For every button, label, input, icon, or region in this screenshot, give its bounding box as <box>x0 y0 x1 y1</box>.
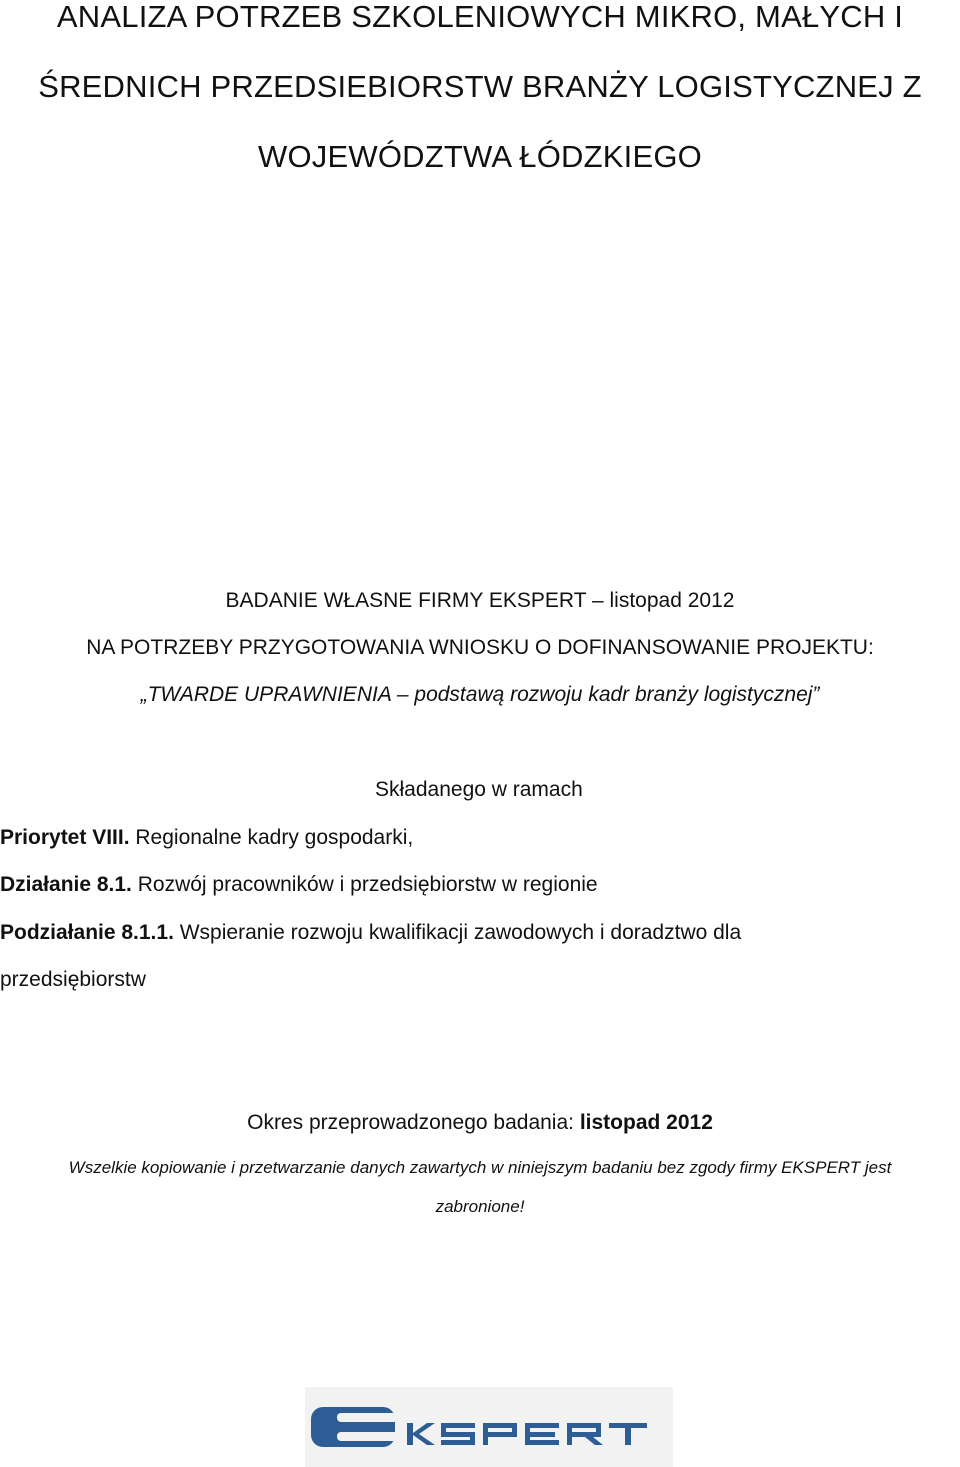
subaction-label: Podziałanie 8.1.1. <box>0 921 174 944</box>
copyright-notice-line-1: Wszelkie kopiowanie i przetwarzanie danych zawartych w niniejszym badaniu bez zgody firmy EKSPERT jest <box>68 1158 892 1177</box>
title-line-2: ŚREDNICH PRZEDSIEBIORSTW BRANŻY LOGISTYCZNEJ Z <box>38 69 922 104</box>
copyright-notice-line-2: zabronione! <box>435 1197 525 1216</box>
action-label: Działanie 8.1. <box>0 873 132 896</box>
study-period <box>0 1099 960 1146</box>
ekspert-logo-graphic <box>305 1387 673 1467</box>
title-line-1: ANALIZA POTRZEB SZKOLENIOWYCH MIKRO, MAŁYCH I <box>56 0 904 34</box>
title-line-3: WOJEWÓDZTWA ŁÓDZKIEGO <box>258 139 702 174</box>
study-purpose-line: NA POTRZEBY PRZYGOTOWANIA WNIOSKU O DOFINANSOWANIE PROJEKTU: <box>86 636 874 659</box>
submitted-within-label: Składanego w ramach <box>375 778 583 801</box>
subaction-line-continued: przedsiębiorstw <box>0 968 146 991</box>
study-source-line: BADANIE WŁASNE FIRMY EKSPERT – listopad 2012 <box>225 589 735 612</box>
study-period-label: Okres przeprowadzonego badania: <box>247 1111 580 1134</box>
document-title <box>0 0 960 192</box>
priority-label: Priorytet VIII. <box>0 826 130 849</box>
priority-text: Regionalne kadry gospodarki, <box>129 826 414 849</box>
ekspert-logo <box>305 1387 673 1467</box>
project-title: „TWARDE UPRAWNIENIA – podstawą rozwoju kadr branży logistycznej” <box>140 683 820 706</box>
action-text: Rozwój pracowników i przedsiębiorstw w regionie <box>131 873 598 896</box>
study-period-value: listopad 2012 <box>579 1111 713 1134</box>
action-line <box>0 861 598 908</box>
subaction-line <box>0 909 741 956</box>
priority-line <box>0 814 413 861</box>
subaction-text: Wspieranie rozwoju kwalifikacji zawodowych i doradztwo dla <box>173 921 742 944</box>
